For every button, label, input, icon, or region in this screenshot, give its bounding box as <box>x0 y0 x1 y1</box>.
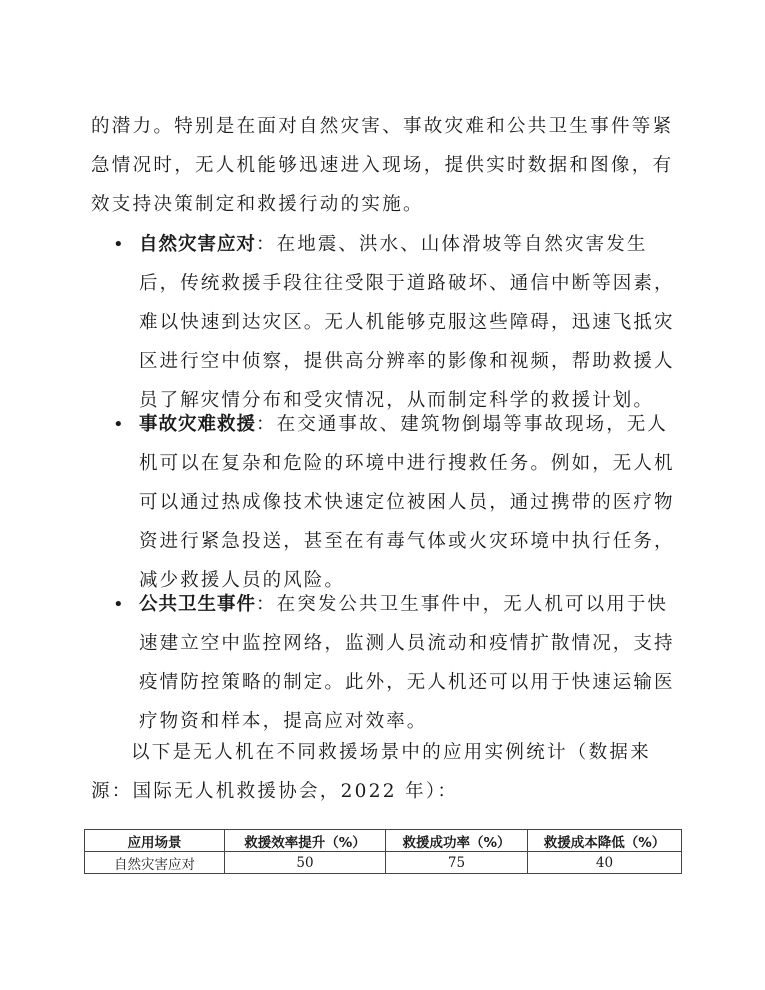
list-item-colon: ： <box>256 234 277 255</box>
intro-paragraph: 的潜力。特别是在面对自然灾害、事故灾难和公共卫生事件等紧急情况时，无人机能够迅速进入现场，提供实时数据和图像，有效支持决策制定和救援行动的实施。 <box>91 116 674 215</box>
list-item-title: 事故灾难救援 <box>139 414 257 435</box>
column-header: 救援效率提升（%） <box>225 830 386 852</box>
table-cell: 75 <box>386 852 528 874</box>
column-header: 救援成功率（%） <box>386 830 528 852</box>
bullet-dot: • <box>113 414 124 435</box>
table-header-row <box>85 830 682 852</box>
list-item-title: 公共卫生事件 <box>139 594 257 615</box>
list-item-body: 在地震、洪水、山体滑坡等自然灾害发生后，传统救援手段往往受限于道路破坏、通信中断等因素，难以快速到达灾区。无人机能够克服这些障碍，迅速飞抵灾区进行空中侦察，提供高分辨率的影像和视频，帮助救援人员了解灾情分布和受灾情况，从而制定科学的救援计划。 <box>139 234 675 411</box>
list-item-colon: ： <box>256 594 277 615</box>
stats-table <box>84 829 682 874</box>
list-item-accident-rescue <box>139 405 681 600</box>
table-row <box>85 852 682 874</box>
table-cell: 自然灾害应对 <box>85 852 225 874</box>
bullet-dot: • <box>113 594 124 615</box>
bullet-dot: • <box>113 234 124 255</box>
list-item-body: 在交通事故、建筑物倒塌等事故现场，无人机可以在复杂和危险的环境中进行搜救任务。例如，无人机可以通过热成像技术快速定位被困人员，通过携带的医疗物资进行紧急投送，甚至在有毒气体或火灾环境中执行任务，减少救援人员的风险。 <box>139 414 675 591</box>
column-header: 应用场景 <box>85 830 225 852</box>
outro-paragraph: 以下是无人机在不同救援场景中的应用实例统计（数据来源：国际无人机救援协会，2022 年）： <box>91 742 652 802</box>
list-item-title: 自然灾害应对 <box>139 234 257 255</box>
list-item-public-health <box>139 585 681 741</box>
table-cell: 40 <box>528 852 682 874</box>
list-item-body: 在突发公共卫生事件中，无人机可以用于快速建立空中监控网络，监测人员流动和疫情扩散情况，支持疫情防控策略的制定。此外，无人机还可以用于快速运输医疗物资和样本，提高应对效率。 <box>139 594 675 732</box>
column-header: 救援成本降低（%） <box>528 830 682 852</box>
list-item-natural-disaster <box>139 225 681 420</box>
table-cell: 50 <box>225 852 386 874</box>
list-item-colon: ： <box>256 414 277 435</box>
